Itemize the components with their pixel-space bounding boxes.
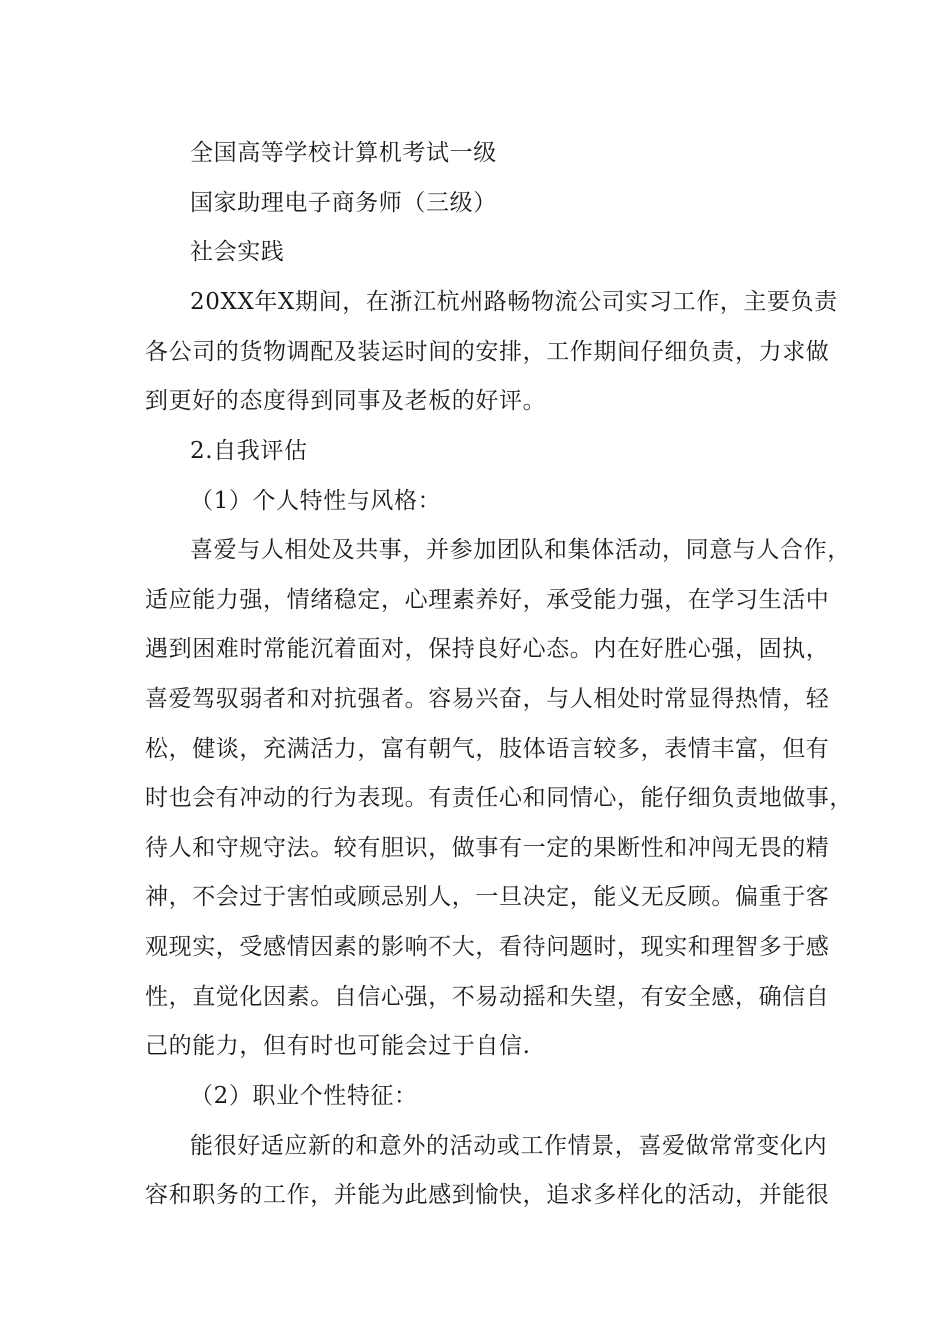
paragraph-line: 适应能力强，情绪稳定，心理素养好，承受能力强，在学习生活中	[145, 587, 830, 613]
paragraph-line: 时也会有冲动的行为表现。有责任心和同情心，能仔细负责地做事，	[145, 785, 853, 811]
paragraph-line: 性，直觉化因素。自信心强，不易动摇和失望，有安全感，确信自	[145, 984, 830, 1010]
paragraph-line: 观现实，受感情因素的影响不大，看待问题时，现实和理智多于感	[145, 934, 830, 960]
paragraph-line: 松，健谈，充满活力，富有朝气，肢体语言较多，表情丰富，但有	[145, 736, 830, 762]
paragraph-line: 喜爱与人相处及共事，并参加团队和集体活动，同意与人合作，	[190, 537, 851, 563]
paragraph-line: 喜爱驾驭弱者和对抗强者。容易兴奋，与人相处时常显得热情，轻	[145, 686, 830, 712]
paragraph-line: 各公司的货物调配及装运时间的安排，工作期间仔细负责，力求做	[145, 339, 830, 365]
paragraph-line: 己的能力，但有时也可能会过于自信.	[145, 1033, 531, 1059]
paragraph-line: 容和职务的工作，并能为此感到愉快，追求多样化的活动，并能很	[145, 1182, 830, 1208]
paragraph-line: 到更好的态度得到同事及老板的好评。	[145, 388, 547, 414]
section-heading-self-assessment: 2.自我评估	[190, 438, 308, 464]
section-heading-social-practice: 社会实践	[190, 239, 285, 265]
qualification-line: 国家助理电子商务师（三级）	[190, 190, 497, 216]
subsection-heading-personal: （1）个人特性与风格：	[190, 488, 442, 514]
paragraph-line: 神，不会过于害怕或顾忌别人，一旦决定，能义无反顾。偏重于客	[145, 884, 830, 910]
subsection-heading-career: （2）职业个性特征：	[190, 1083, 418, 1109]
qualification-line: 全国高等学校计算机考试一级	[190, 140, 497, 166]
paragraph-line: 能很好适应新的和意外的活动或工作情景，喜爱做常常变化内	[190, 1133, 828, 1159]
paragraph-line: 20XX年X期间，在浙江杭州路畅物流公司实习工作，主要负责	[190, 289, 838, 315]
paragraph-line: 待人和守规守法。较有胆识，做事有一定的果断性和冲闯无畏的精	[145, 835, 830, 861]
paragraph-line: 遇到困难时常能沉着面对，保持良好心态。内在好胜心强，固执，	[145, 636, 830, 662]
